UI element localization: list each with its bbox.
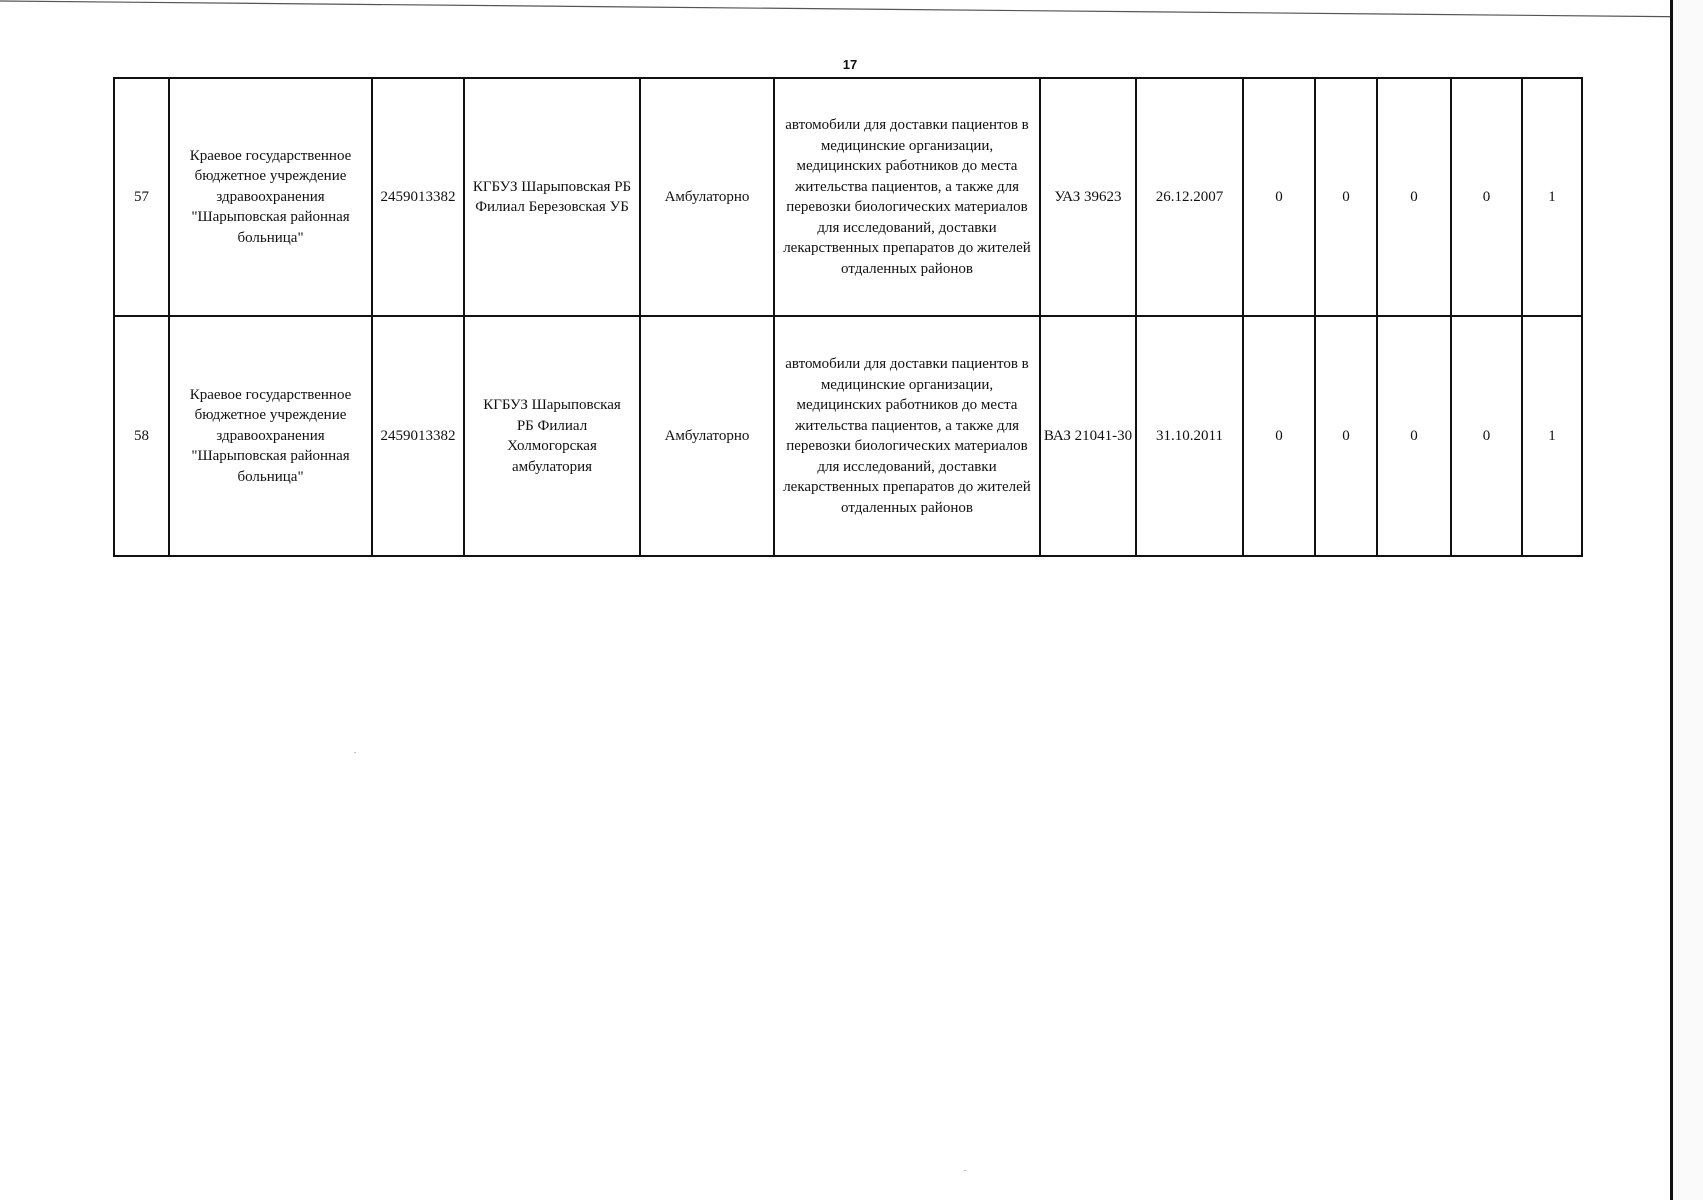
branch-cell xyxy=(464,316,640,556)
table-row xyxy=(114,78,1582,316)
scan-speck xyxy=(964,1170,966,1171)
count-value: 1 xyxy=(1548,427,1556,444)
count-cell xyxy=(1522,78,1582,316)
count-value: 0 xyxy=(1342,188,1350,205)
care-type-cell xyxy=(640,316,774,556)
inn-cell xyxy=(372,78,464,316)
vehicle-cell xyxy=(1040,316,1136,556)
vehicle-model: ВАЗ 21041-30 xyxy=(1043,427,1133,444)
inn-cell xyxy=(372,316,464,556)
row-number: 57 xyxy=(134,188,149,205)
count-value: 0 xyxy=(1410,188,1418,205)
branch-name: КГБУЗ Шарыповская РБ Филиал Холмогорская амбулатория xyxy=(483,397,621,475)
organization-cell xyxy=(169,78,372,316)
care-type: Амбулаторно xyxy=(664,188,750,205)
row-number-cell xyxy=(114,78,169,316)
count-value: 0 xyxy=(1342,427,1350,444)
vehicle-model: УАЗ 39623 xyxy=(1054,188,1122,205)
scan-right-edge xyxy=(1670,0,1673,1200)
count-cell xyxy=(1377,78,1451,316)
count-cell xyxy=(1315,316,1377,556)
count-cell xyxy=(1377,316,1451,556)
row-number-cell xyxy=(114,316,169,556)
care-type-cell xyxy=(640,78,774,316)
scan-right-margin xyxy=(1673,0,1703,1200)
vehicle-table xyxy=(113,77,1583,557)
count-cell xyxy=(1243,78,1315,316)
count-cell xyxy=(1522,316,1582,556)
page-number: 17 xyxy=(842,57,858,72)
count-cell xyxy=(1243,316,1315,556)
organization-name: Краевое государственное бюджетное учреждение здравоохранения "Шарыповская районная больница" xyxy=(189,386,352,485)
scan-speck xyxy=(354,752,356,753)
count-value: 0 xyxy=(1482,188,1491,205)
count-cell xyxy=(1315,78,1377,316)
organization-name: Краевое государственное бюджетное учреждение здравоохранения "Шарыповская районная больница" xyxy=(189,147,352,246)
vehicle-date: 31.10.2011 xyxy=(1156,427,1223,444)
count-value: 0 xyxy=(1275,427,1283,444)
date-cell xyxy=(1136,78,1243,316)
count-value: 1 xyxy=(1548,188,1556,205)
branch-cell xyxy=(464,78,640,316)
count-cell xyxy=(1451,316,1522,556)
count-cell xyxy=(1451,78,1522,316)
scan-top-edge xyxy=(0,0,1703,20)
vehicle-cell xyxy=(1040,78,1136,316)
row-number: 58 xyxy=(134,427,149,444)
inn: 2459013382 xyxy=(380,427,456,444)
count-value: 0 xyxy=(1275,188,1283,205)
inn: 2459013382 xyxy=(380,188,456,205)
purpose-cell xyxy=(774,78,1040,316)
purpose-cell xyxy=(774,316,1040,556)
date-cell xyxy=(1136,316,1243,556)
vehicle-date: 26.12.2007 xyxy=(1155,188,1224,205)
count-value: 0 xyxy=(1482,427,1491,444)
vehicle-purpose: автомобили для доставки пациентов в медицинские организации, медицинских работников до места жительства пациентов, а также для перевозки биологических материалов для исследований, доставки лекарственных препаратов до жителей отдаленных районов xyxy=(783,356,1031,516)
care-type: Амбулаторно xyxy=(664,427,750,444)
table-row xyxy=(114,316,1582,556)
vehicle-purpose: автомобили для доставки пациентов в медицинские организации, медицинских работников до места жительства пациентов, а также для перевозки биологических материалов для исследований, доставки лекарственных препаратов до жителей отдаленных районов xyxy=(783,117,1031,277)
count-value: 0 xyxy=(1410,427,1418,444)
branch-name: КГБУЗ Шарыповская РБ Филиал Березовская УБ xyxy=(472,178,632,215)
organization-cell xyxy=(169,316,372,556)
